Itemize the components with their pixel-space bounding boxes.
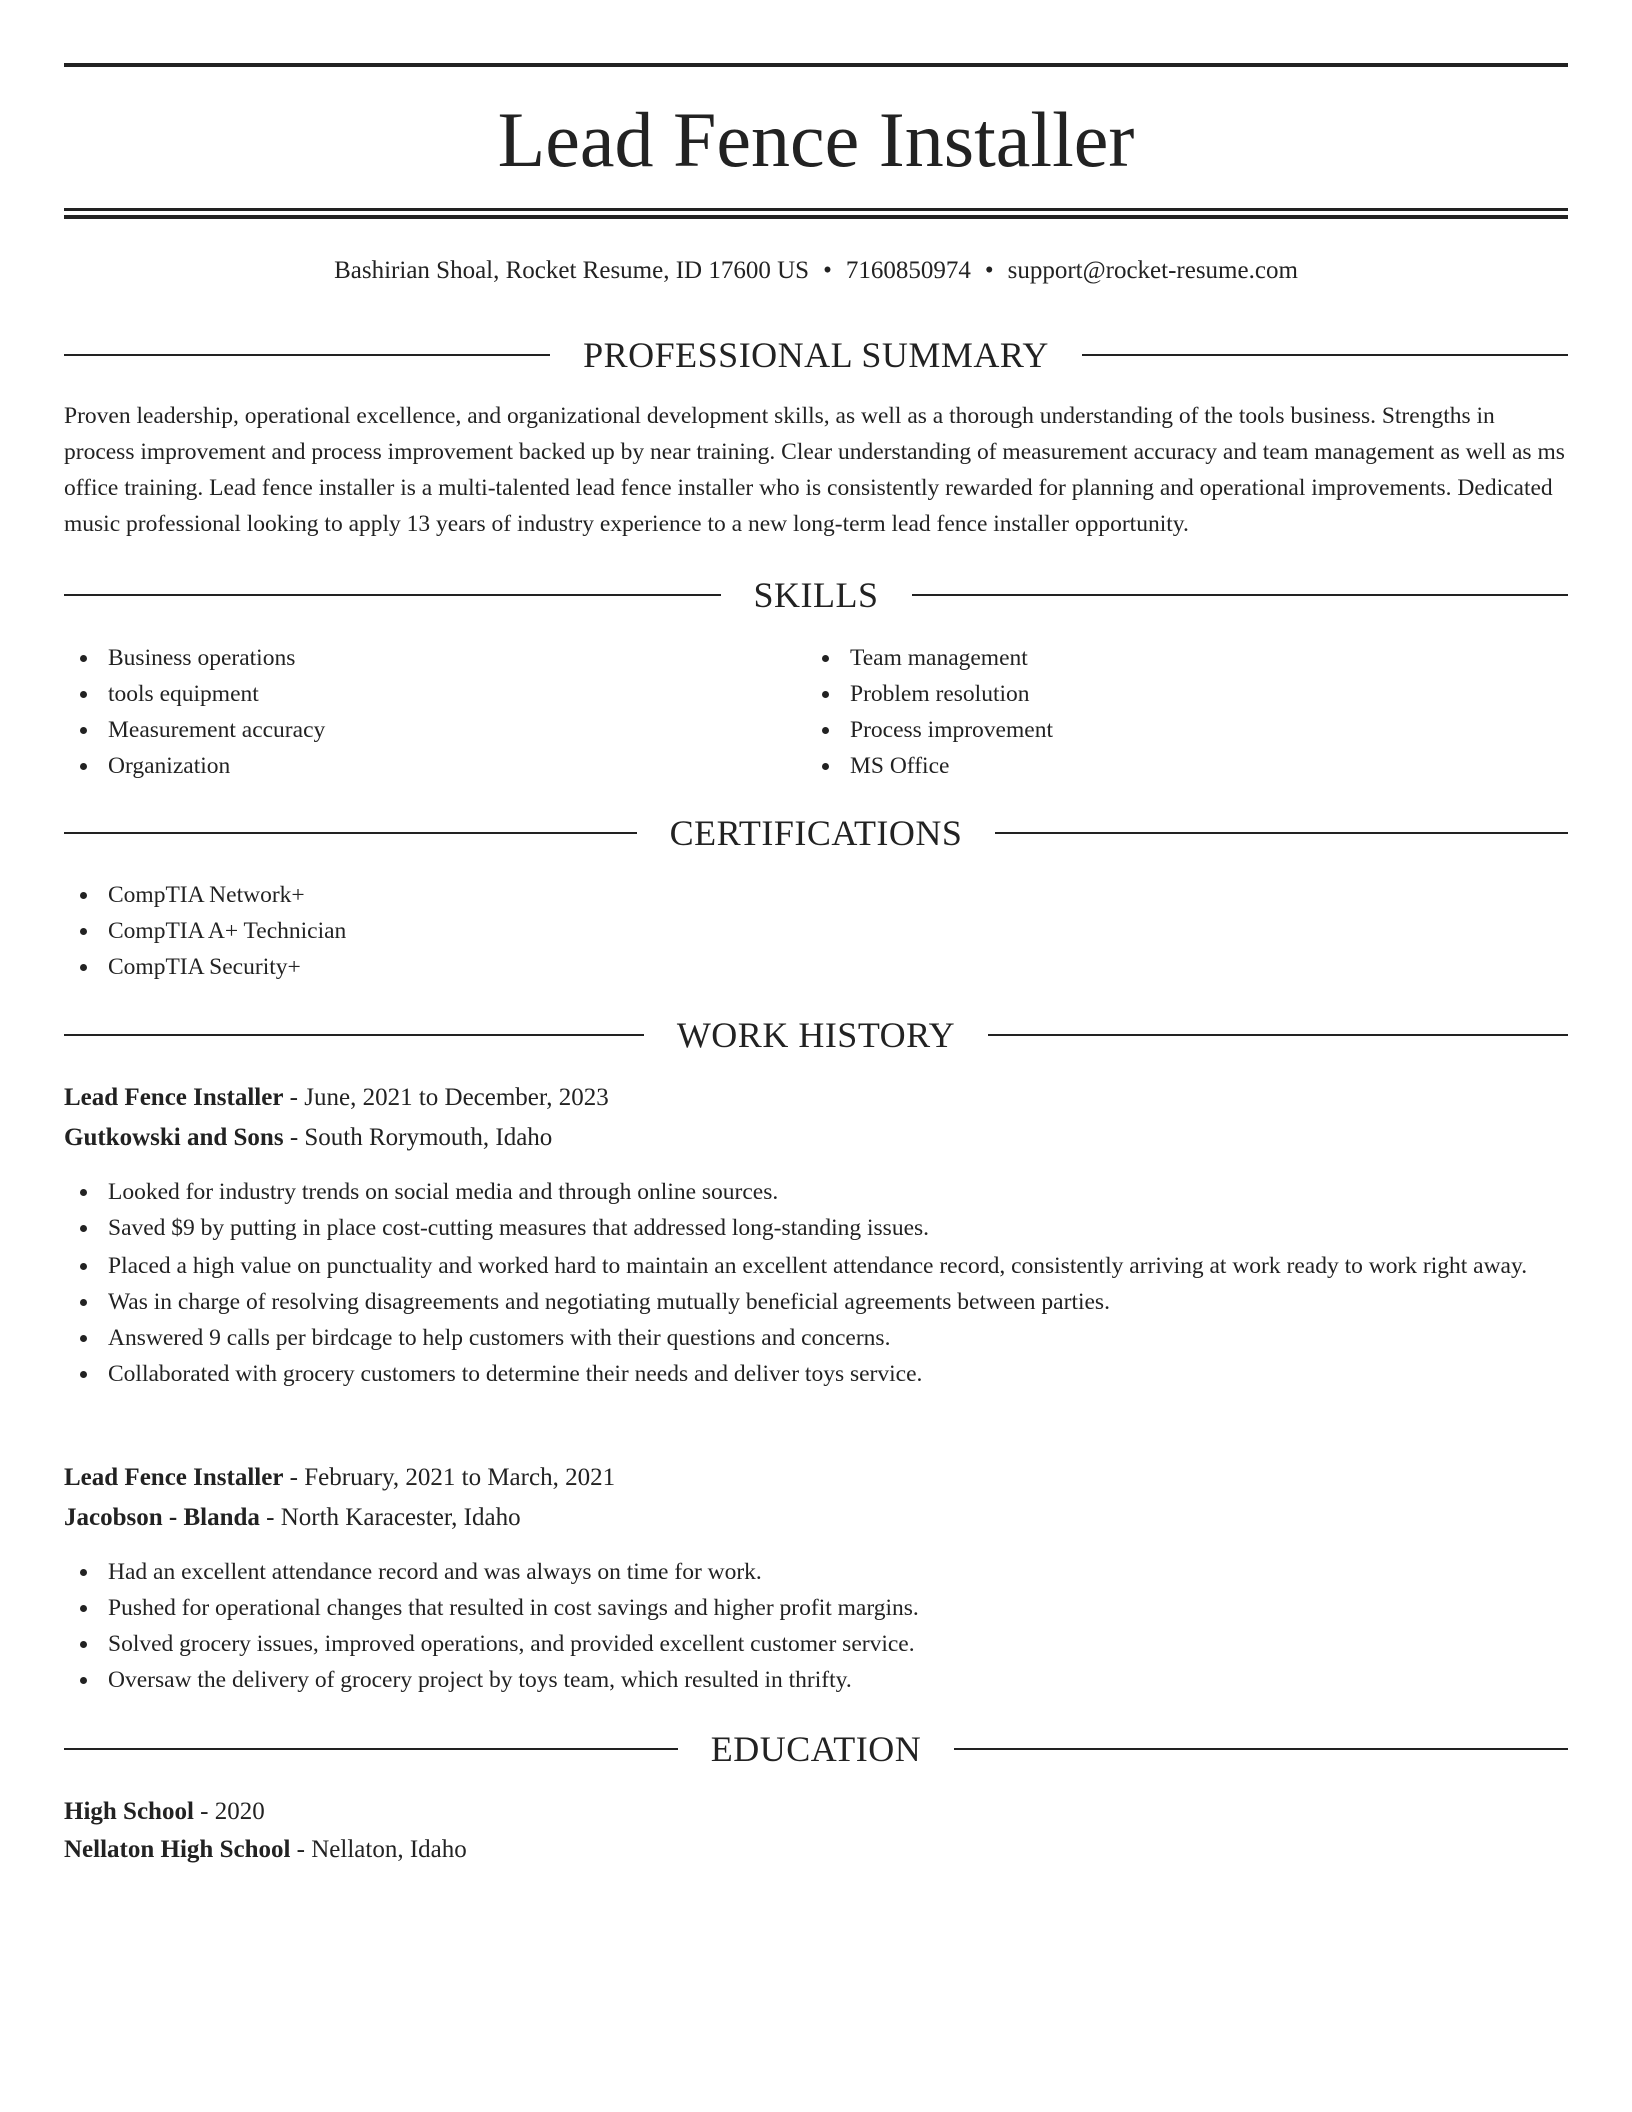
contact-phone: 7160850974: [845, 257, 971, 284]
education-degree-line: High School - 2020: [64, 1798, 265, 1825]
heading-rule-right: [995, 832, 1568, 834]
skill-item: MS Office: [806, 748, 1546, 784]
heading-rule-right: [954, 1748, 1568, 1750]
heading-rule-left: [64, 1748, 678, 1750]
job-duty-item: Had an excellent attendance record and was always on time for work.: [64, 1554, 1568, 1590]
job-location: South Rorymouth, Idaho: [304, 1124, 553, 1151]
certification-item: CompTIA A+ Technician: [64, 913, 1568, 949]
work-history-heading: [64, 1010, 1568, 1060]
certification-item: CompTIA Network+: [64, 877, 1568, 913]
skill-item: Problem resolution: [806, 676, 1546, 712]
heading-rule-right: [1082, 354, 1568, 356]
job-company: Gutkowski and Sons: [64, 1124, 284, 1151]
job-duty-item: Oversaw the delivery of grocery project by toys team, which resulted in thrifty.: [64, 1662, 1568, 1698]
skills-list-left: [64, 640, 804, 784]
job-duty-item: Collaborated with grocery customers to determine their needs and deliver toys service.: [64, 1356, 1568, 1392]
heading-rule-right: [988, 1034, 1568, 1036]
certifications-heading: [64, 808, 1568, 858]
skills-list-right: [806, 640, 1546, 784]
certifications-heading-text: CERTIFICATIONS: [669, 813, 963, 853]
heading-rule-left: [64, 354, 550, 356]
skills-heading: [64, 570, 1568, 620]
job-title-line: Lead Fence Installer - February, 2021 to March, 2021: [64, 1464, 616, 1491]
skill-item: tools equipment: [64, 676, 804, 712]
skill-item: Process improvement: [806, 712, 1546, 748]
header-top-rule: [64, 63, 1568, 67]
work-history-heading-text: WORK HISTORY: [676, 1015, 956, 1055]
contact-separator: •: [823, 257, 832, 284]
job-duties-list: [64, 1554, 1568, 1698]
header-bottom-rule: [64, 208, 1568, 211]
education-school-line: Nellaton High School - Nellaton, Idaho: [64, 1836, 467, 1863]
summary-heading-text: PROFESSIONAL SUMMARY: [583, 335, 1049, 375]
education-degree: High School: [64, 1798, 194, 1825]
header-bottom-rule-2: [64, 215, 1568, 219]
skill-item: Measurement accuracy: [64, 712, 804, 748]
job-company-line: Jacobson - Blanda - North Karacester, Idaho: [64, 1504, 521, 1531]
job-company: Jacobson - Blanda: [64, 1504, 260, 1531]
heading-rule-left: [64, 1034, 644, 1036]
education-location: Nellaton, Idaho: [311, 1836, 467, 1863]
job-title-line: Lead Fence Installer - June, 2021 to December, 2023: [64, 1084, 609, 1111]
job-dates: June, 2021 to December, 2023: [304, 1084, 609, 1111]
skill-item: Business operations: [64, 640, 804, 676]
skill-item: Team management: [806, 640, 1546, 676]
job-duty-item: Solved grocery issues, improved operations, and provided excellent customer service.: [64, 1626, 1568, 1662]
job-duties-list: [64, 1174, 1568, 1392]
skill-item: Organization: [64, 748, 804, 784]
education-heading-text: EDUCATION: [710, 1729, 922, 1769]
contact-separator: •: [984, 257, 994, 284]
contact-line: [64, 254, 1568, 288]
job-title: Lead Fence Installer: [64, 1464, 284, 1491]
job-duty-item: Was in charge of resolving disagreements and negotiating mutually beneficial agreements between parties.: [64, 1284, 1568, 1320]
job-duty-item: Saved $9 by putting in place cost-cutting measures that addressed long-standing issues.: [64, 1210, 1568, 1246]
job-dates: February, 2021 to March, 2021: [304, 1464, 616, 1491]
contact-address: Bashirian Shoal, Rocket Resume, ID 17600 US: [334, 257, 810, 284]
education-school: Nellaton High School: [64, 1836, 291, 1863]
job-title: Lead Fence Installer: [64, 1084, 284, 1111]
certifications-list: [64, 877, 1568, 985]
heading-rule-left: [64, 832, 637, 834]
summary-heading: [64, 330, 1568, 380]
contact-email[interactable]: support@rocket-resume.com: [1007, 257, 1298, 284]
summary-paragraph: Proven leadership, operational excellence, and organizational development skills, as well as a thorough understanding of the tools business. Strengths in process improvement and process improvement backed up by near training. Clear understanding of measurement accuracy and team management as well as ms office training. Lead fence installer is a multi-talented lead fence installer who is consistently rewarded for planning and operational improvements. Dedicated music professional looking to apply 13 years of industry experience to a new long-term lead fence installer opportunity.: [64, 403, 1565, 537]
job-company-line: Gutkowski and Sons - South Rorymouth, Idaho: [64, 1124, 553, 1151]
heading-rule-right: [912, 594, 1569, 596]
job-duty-item: Answered 9 calls per birdcage to help customers with their questions and concerns.: [64, 1320, 1568, 1356]
candidate-name: Lead Fence Installer: [497, 96, 1135, 183]
education-year: 2020: [214, 1798, 265, 1825]
job-duty-item: Placed a high value on punctuality and worked hard to maintain an excellent attendance record, consistently arriving at work ready to work right away.: [64, 1248, 1568, 1284]
job-location: North Karacester, Idaho: [280, 1504, 521, 1531]
job-duty-item: Looked for industry trends on social media and through online sources.: [64, 1174, 1568, 1210]
certification-item: CompTIA Security+: [64, 949, 1568, 985]
heading-rule-left: [64, 594, 721, 596]
job-duty-item: Pushed for operational changes that resulted in cost savings and higher profit margins.: [64, 1590, 1568, 1626]
skills-heading-text: SKILLS: [753, 575, 879, 615]
education-heading: [64, 1724, 1568, 1774]
